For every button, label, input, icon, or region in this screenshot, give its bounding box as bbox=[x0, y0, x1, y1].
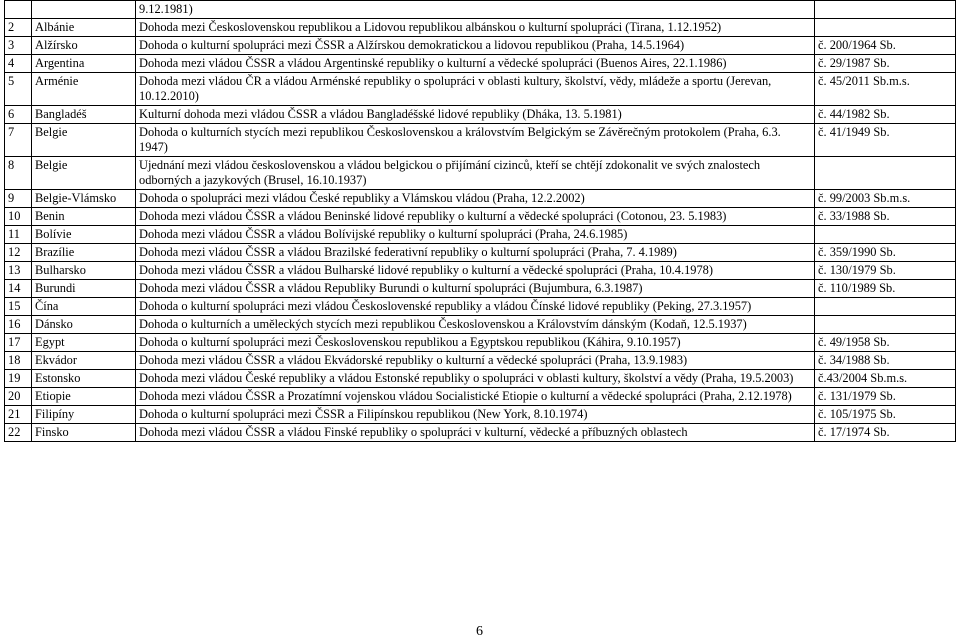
country-cell: Etiopie bbox=[32, 388, 136, 406]
agreement-title-cell: Kulturní dohoda mezi vládou ČSSR a vládou Bangladéšské lidové republiky (Dháka, 13. 5.1981) bbox=[136, 106, 815, 124]
table-row bbox=[5, 244, 956, 262]
treaty-table-body bbox=[5, 1, 956, 442]
row-number: 18 bbox=[5, 352, 32, 370]
collection-reference-cell: č. 49/1958 Sb. bbox=[815, 334, 956, 352]
row-number: 13 bbox=[5, 262, 32, 280]
collection-reference-cell bbox=[815, 157, 956, 190]
country-cell: Belgie bbox=[32, 157, 136, 190]
row-number: 16 bbox=[5, 316, 32, 334]
agreement-title-cell: Dohoda mezi vládou ČSSR a vládou Bulharské lidové republiky o kulturní a vědecké spolupráci (Praha, 10.4.1978) bbox=[136, 262, 815, 280]
agreement-title-cell: Dohoda mezi vládou České republiky a vládou Estonské republiky o spolupráci v oblasti kultury, školství a vědy (Praha, 19.5.2003) bbox=[136, 370, 815, 388]
table-row bbox=[5, 226, 956, 244]
table-row bbox=[5, 106, 956, 124]
row-number: 15 bbox=[5, 298, 32, 316]
collection-reference-cell: č. 45/2011 Sb.m.s. bbox=[815, 73, 956, 106]
row-number: 12 bbox=[5, 244, 32, 262]
table-row bbox=[5, 55, 956, 73]
agreement-title-cell: Dohoda o kulturní spolupráci mezi ČSSR a Filipínskou republikou (New York, 8.10.1974) bbox=[136, 406, 815, 424]
table-row bbox=[5, 316, 956, 334]
row-number: 22 bbox=[5, 424, 32, 442]
country-cell: Brazílie bbox=[32, 244, 136, 262]
agreement-title-cell: Dohoda o spolupráci mezi vládou České republiky a Vlámskou vládou (Praha, 12.2.2002) bbox=[136, 190, 815, 208]
agreement-title-cell: Dohoda mezi vládou ČSSR a vládou Bolívijské republiky o kulturní spolupráci (Praha, 24.6.1985) bbox=[136, 226, 815, 244]
country-cell: Filipíny bbox=[32, 406, 136, 424]
row-number: 14 bbox=[5, 280, 32, 298]
agreement-title-cell: Dohoda mezi vládou ČSSR a vládou Republiky Burundi o kulturní spolupráci (Bujumbura, 6.3.1987) bbox=[136, 280, 815, 298]
table-row bbox=[5, 1, 956, 19]
country-cell: Bangladéš bbox=[32, 106, 136, 124]
collection-reference-cell: č. 130/1979 Sb. bbox=[815, 262, 956, 280]
row-number: 3 bbox=[5, 37, 32, 55]
treaty-table bbox=[4, 0, 956, 442]
table-row bbox=[5, 298, 956, 316]
collection-reference-cell: č. 33/1988 Sb. bbox=[815, 208, 956, 226]
table-row bbox=[5, 370, 956, 388]
agreement-title-cell: 9.12.1981) bbox=[136, 1, 815, 19]
agreement-title-cell: Dohoda o kulturní spolupráci mezi ČSSR a Alžírskou demokratickou a lidovou republikou (Praha, 14.5.1964) bbox=[136, 37, 815, 55]
collection-reference-cell: č. 41/1949 Sb. bbox=[815, 124, 956, 157]
table-row bbox=[5, 262, 956, 280]
agreement-title-cell: Dohoda mezi vládou ČSSR a vládou Finské republiky o spolupráci v kulturní, vědecké a příbuzných oblastech bbox=[136, 424, 815, 442]
table-row bbox=[5, 406, 956, 424]
country-cell: Benin bbox=[32, 208, 136, 226]
table-row bbox=[5, 124, 956, 157]
collection-reference-cell: č. 359/1990 Sb. bbox=[815, 244, 956, 262]
country-cell: Finsko bbox=[32, 424, 136, 442]
agreement-title-cell: Dohoda mezi vládou ČSSR a vládou Ekvádorské republiky o kulturní a vědecké spolupráci (Praha, 13.9.1983) bbox=[136, 352, 815, 370]
agreement-title-cell: Ujednání mezi vládou československou a vládou belgickou o přijímání cizinců, kteří se chtějí zdokonalit ve svých znalostech odborných a jazykových (Brusel, 16.10.1937) bbox=[136, 157, 815, 190]
collection-reference-cell: č. 200/1964 Sb. bbox=[815, 37, 956, 55]
table-row bbox=[5, 388, 956, 406]
country-cell: Dánsko bbox=[32, 316, 136, 334]
country-cell: Estonsko bbox=[32, 370, 136, 388]
agreement-title-cell: Dohoda mezi Československou republikou a Lidovou republikou albánskou o kulturní spolupráci (Tirana, 1.12.1952) bbox=[136, 19, 815, 37]
agreement-title-cell: Dohoda o kulturní spolupráci mezi vládou Československé republiky a vládou Čínské lidové republiky (Peking, 27.3.1957) bbox=[136, 298, 815, 316]
row-number: 7 bbox=[5, 124, 32, 157]
table-row bbox=[5, 334, 956, 352]
country-cell: Belgie bbox=[32, 124, 136, 157]
row-number: 2 bbox=[5, 19, 32, 37]
row-number: 10 bbox=[5, 208, 32, 226]
table-row bbox=[5, 352, 956, 370]
agreement-title-cell: Dohoda o kulturních a uměleckých stycích mezi republikou Československou a Královstvím dánským (Kodaň, 12.5.1937) bbox=[136, 316, 815, 334]
page-number: 6 bbox=[476, 624, 483, 639]
collection-reference-cell bbox=[815, 316, 956, 334]
row-number: 5 bbox=[5, 73, 32, 106]
row-number: 9 bbox=[5, 190, 32, 208]
country-cell: Belgie-Vlámsko bbox=[32, 190, 136, 208]
country-cell: Čína bbox=[32, 298, 136, 316]
table-row bbox=[5, 37, 956, 55]
agreement-title-cell: Dohoda o kulturní spolupráci mezi Československou republikou a Egyptskou republikou (Káhira, 9.10.1957) bbox=[136, 334, 815, 352]
collection-reference-cell: č. 17/1974 Sb. bbox=[815, 424, 956, 442]
collection-reference-cell: č. 105/1975 Sb. bbox=[815, 406, 956, 424]
collection-reference-cell bbox=[815, 19, 956, 37]
collection-reference-cell: č. 131/1979 Sb. bbox=[815, 388, 956, 406]
agreement-title-cell: Dohoda o kulturních stycích mezi republikou Československou a královstvím Belgickým se Závěrečným protokolem (Praha, 6.3. 1947) bbox=[136, 124, 815, 157]
table-row bbox=[5, 208, 956, 226]
agreement-title-cell: Dohoda mezi vládou ČR a vládou Arménské republiky o spolupráci v oblasti kultury, školství, vědy, mládeže a sportu (Jerevan, 10.12.2010) bbox=[136, 73, 815, 106]
collection-reference-cell: č.43/2004 Sb.m.s. bbox=[815, 370, 956, 388]
row-number bbox=[5, 1, 32, 19]
collection-reference-cell: č. 99/2003 Sb.m.s. bbox=[815, 190, 956, 208]
country-cell: Bolívie bbox=[32, 226, 136, 244]
country-cell: Arménie bbox=[32, 73, 136, 106]
country-cell: Alžírsko bbox=[32, 37, 136, 55]
collection-reference-cell bbox=[815, 298, 956, 316]
collection-reference-cell bbox=[815, 1, 956, 19]
row-number: 6 bbox=[5, 106, 32, 124]
collection-reference-cell: č. 34/1988 Sb. bbox=[815, 352, 956, 370]
table-row bbox=[5, 280, 956, 298]
table-row bbox=[5, 19, 956, 37]
country-cell: Argentina bbox=[32, 55, 136, 73]
collection-reference-cell: č. 29/1987 Sb. bbox=[815, 55, 956, 73]
collection-reference-cell: č. 110/1989 Sb. bbox=[815, 280, 956, 298]
row-number: 20 bbox=[5, 388, 32, 406]
row-number: 4 bbox=[5, 55, 32, 73]
row-number: 11 bbox=[5, 226, 32, 244]
table-row bbox=[5, 157, 956, 190]
country-cell: Albánie bbox=[32, 19, 136, 37]
agreement-title-cell: Dohoda mezi vládou ČSSR a Prozatímní vojenskou vládou Socialistické Etiopie o kulturní a vědecké spolupráci (Praha, 2.12.1978) bbox=[136, 388, 815, 406]
table-row bbox=[5, 424, 956, 442]
country-cell: Burundi bbox=[32, 280, 136, 298]
collection-reference-cell: č. 44/1982 Sb. bbox=[815, 106, 956, 124]
row-number: 17 bbox=[5, 334, 32, 352]
country-cell: Ekvádor bbox=[32, 352, 136, 370]
table-row bbox=[5, 73, 956, 106]
collection-reference-cell bbox=[815, 226, 956, 244]
row-number: 8 bbox=[5, 157, 32, 190]
country-cell: Egypt bbox=[32, 334, 136, 352]
country-cell: Bulharsko bbox=[32, 262, 136, 280]
agreement-title-cell: Dohoda mezi vládou ČSSR a vládou Argentinské republiky o kulturní a vědecké spolupráci (Buenos Aires, 22.1.1986) bbox=[136, 55, 815, 73]
row-number: 21 bbox=[5, 406, 32, 424]
agreement-title-cell: Dohoda mezi vládou ČSSR a vládou Brazilské federativní republiky o kulturní spolupráci (Praha, 7. 4.1989) bbox=[136, 244, 815, 262]
row-number: 19 bbox=[5, 370, 32, 388]
table-row bbox=[5, 190, 956, 208]
country-cell bbox=[32, 1, 136, 19]
agreement-title-cell: Dohoda mezi vládou ČSSR a vládou Beninské lidové republiky o kulturní a vědecké spolupráci (Cotonou, 23. 5.1983) bbox=[136, 208, 815, 226]
